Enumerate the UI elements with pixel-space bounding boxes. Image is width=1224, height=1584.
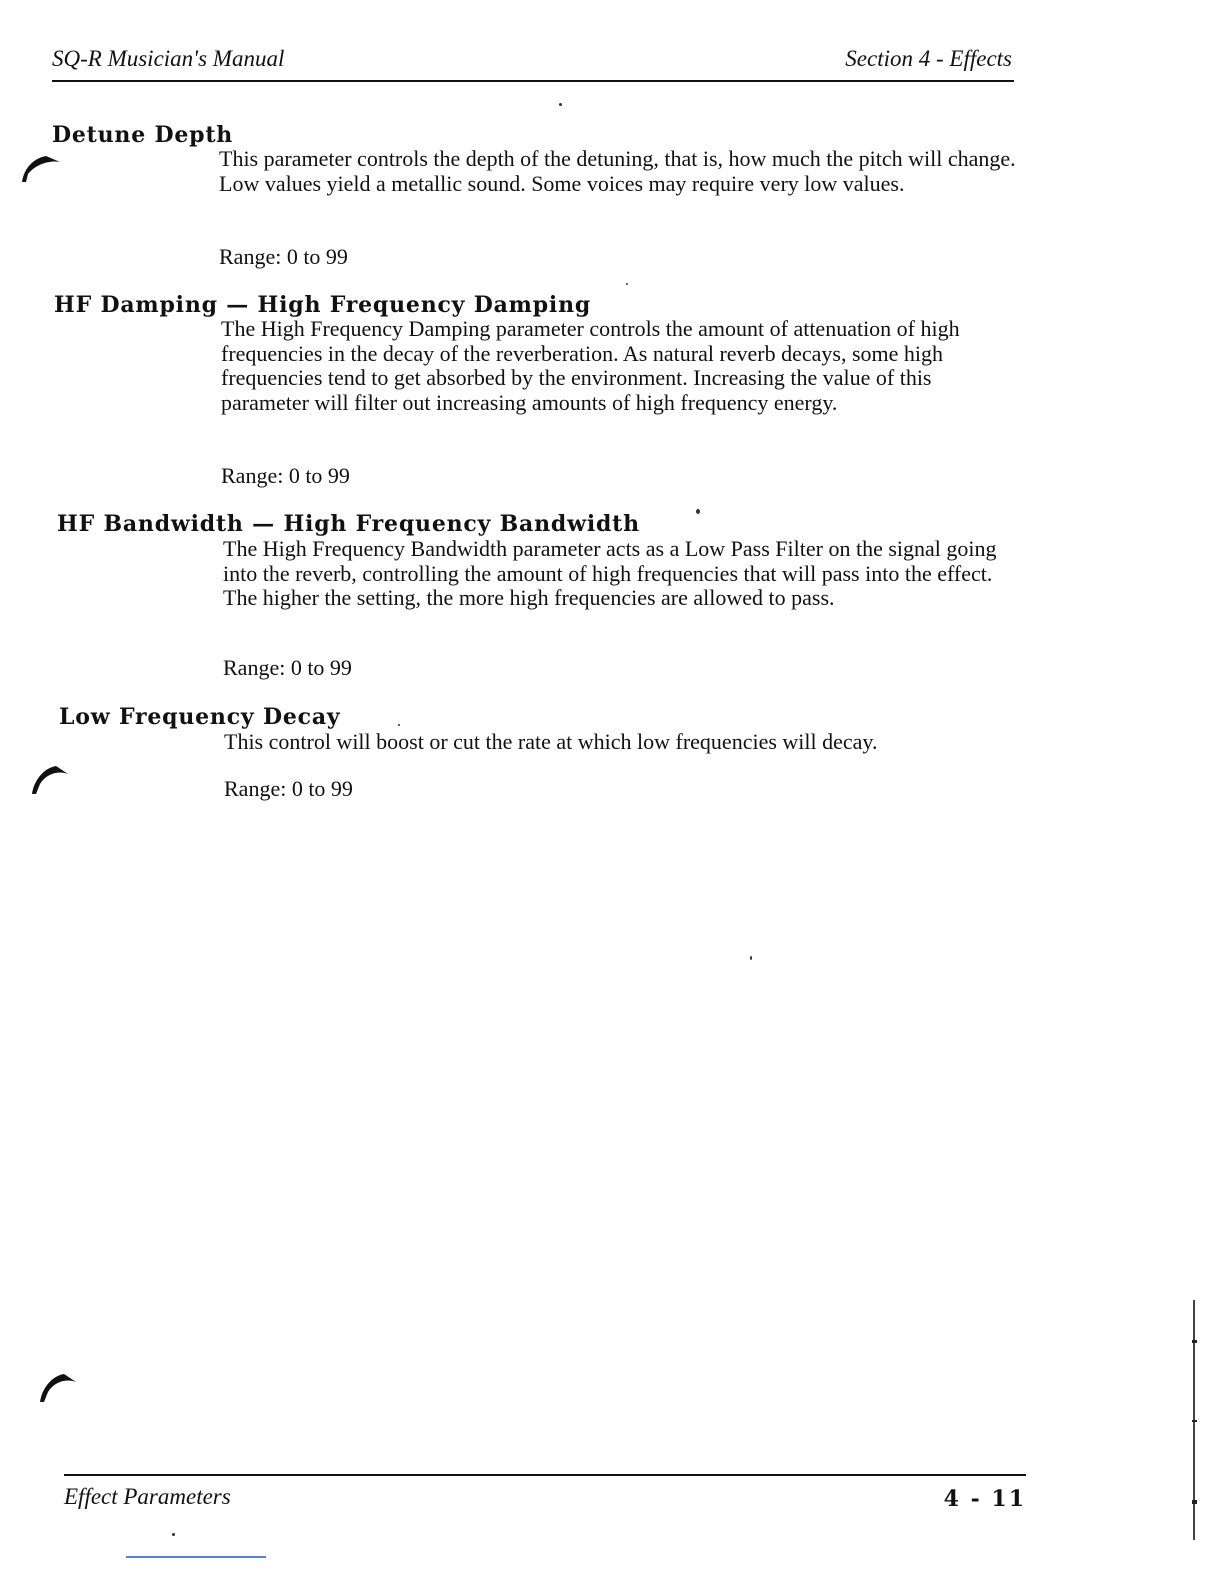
binder-hole-mark-icon <box>36 1370 80 1404</box>
text-hf-damping: The High Frequency Damping parameter controls the amount of attenuation of high frequencies in the decay of the reverberation. As natural reverb decays, some high frequencies tend to get absorbed by the environment. Increasing the value of this parameter will filter out increasing amounts of high frequency energy. <box>221 316 960 415</box>
scan-speck <box>696 509 700 514</box>
footer-chapter-title: Effect Parameters <box>64 1484 231 1509</box>
section-title: Section 4 - Effects <box>845 46 1012 71</box>
scan-speck <box>750 956 752 960</box>
page-number: 4 - 11 <box>943 1486 1026 1512</box>
scan-speck <box>172 1533 175 1536</box>
range-low-frequency-decay: Range: 0 to 99 <box>224 776 353 801</box>
text-low-frequency-decay: This control will boost or cut the rate at which low frequencies will decay. <box>224 729 878 754</box>
scan-speck <box>559 103 562 106</box>
scan-speck <box>626 283 628 285</box>
heading-hf-bandwidth: HF Bandwidth — High Frequency Bandwidth <box>57 511 640 537</box>
scan-edge-noise <box>1192 1300 1198 1540</box>
text-hf-bandwidth: The High Frequency Bandwidth parameter acts as a Low Pass Filter on the signal going into the reverb, controlling the amount of high frequencies that will pass into the effect. The higher the setting, the more high frequencies are allowed to pass. <box>223 536 997 611</box>
binder-hole-mark-icon <box>20 152 64 186</box>
range-hf-damping: Range: 0 to 99 <box>221 463 350 488</box>
heading-hf-damping: HF Damping — High Frequency Damping <box>54 292 592 318</box>
text-detune-depth: This parameter controls the depth of the detuning, that is, how much the pitch will change. Low values yield a metallic sound. Some voices may require very low values. <box>219 146 1016 196</box>
manual-title: SQ-R Musician's Manual <box>52 46 285 71</box>
page-header <box>52 44 1014 82</box>
binder-hole-mark-icon <box>28 762 72 796</box>
range-detune-depth: Range: 0 to 99 <box>219 244 348 269</box>
heading-low-frequency-decay: Low Frequency Decay <box>59 704 341 730</box>
heading-detune-depth: Detune Depth <box>52 122 234 148</box>
scan-speck <box>398 724 400 726</box>
page-footer <box>64 1474 1026 1516</box>
range-hf-bandwidth: Range: 0 to 99 <box>223 655 352 680</box>
scan-bottom-rule <box>126 1556 266 1558</box>
